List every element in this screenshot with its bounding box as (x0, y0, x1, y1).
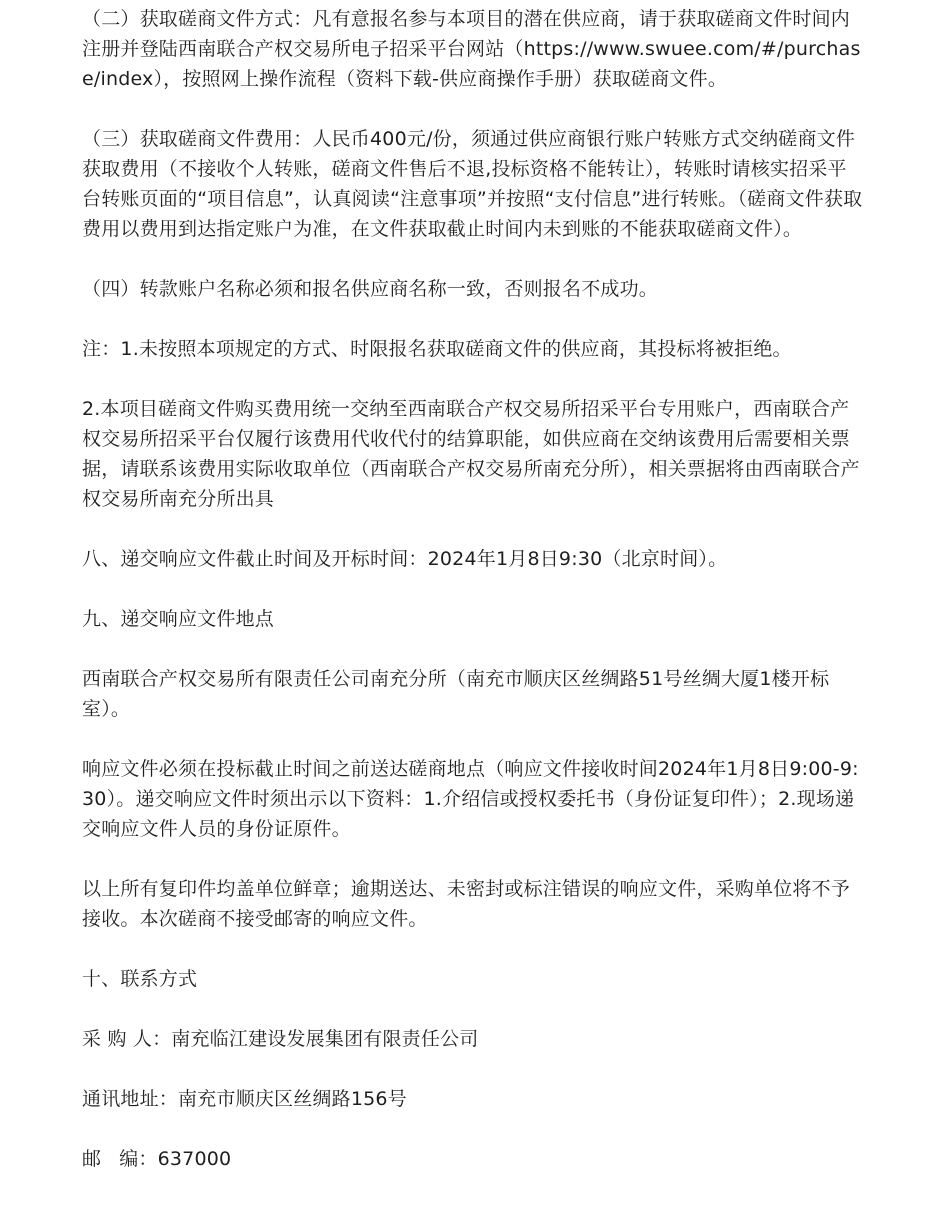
paragraph-account-name: （四）转款账户名称必须和报名供应商名称一致，否则报名不成功。 (82, 278, 659, 300)
contact-postcode-value: 637000 (157, 1148, 232, 1170)
contact-purchaser-label: 采 购 人： (82, 1028, 172, 1050)
contact-postcode (82, 1144, 864, 1174)
document-body (82, 4, 864, 1174)
contact-postcode-label-first: 邮 (82, 1148, 102, 1170)
paragraph-location: 西南联合产权交易所有限责任公司南充分所（南充市顺庆区丝绸路51号丝绸大厦1楼开标室）。 (82, 668, 830, 720)
section-heading-location: 九、递交响应文件地点 (82, 608, 275, 630)
contact-purchaser (82, 1024, 864, 1054)
paragraph-submission-requirements: 响应文件必须在投标截止时间之前送达磋商地点（响应文件接收时间2024年1月8日9:00-9:30）。递交响应文件时须出示以下资料：1.介绍信或授权委托书（身份证复印件）；2.现场递交响应文件人员的身份证原件。 (82, 758, 859, 840)
contact-address-value: 南充市顺庆区丝绸路156号 (178, 1088, 407, 1110)
paragraph-note-2: 2.本项目磋商文件购买费用统一交纳至西南联合产权交易所招采平台专用账户，西南联合产权交易所招采平台仅履行该费用代收代付的结算职能，如供应商在交纳该费用后需要相关票据，请联系该费用实际收取单位（西南联合产权交易所南充分所），相关票据将由西南联合产权交易所南充分所出具 (82, 398, 860, 510)
section-heading-contact: 十、联系方式 (82, 968, 198, 990)
paragraph-obtain-method: （二）获取磋商文件方式：凡有意报名参与本项目的潜在供应商，请于获取磋商文件时间内注册并登陆西南联合产权交易所电子招采平台网站（https://www.swuee.com/#/purchase/index），按照网上操作流程（资料下载-供应商操作手册）获取磋商文件。 (82, 8, 861, 90)
contact-address-label: 通讯地址： (82, 1088, 179, 1110)
contact-postcode-label-second: 编： (119, 1148, 158, 1170)
paragraph-deadline: 八、递交响应文件截止时间及开标时间：2024年1月8日9:30（北京时间）。 (82, 548, 728, 570)
contact-address (82, 1084, 864, 1114)
paragraph-note-1: 注：1.未按照本项规定的方式、时限报名获取磋商文件的供应商，其投标将被拒绝。 (82, 338, 792, 360)
paragraph-obtain-fee: （三）获取磋商文件费用：人民币400元/份，须通过供应商银行账户转账方式交纳磋商文件获取费用（不接收个人转账，磋商文件售后不退,投标资格不能转让），转账时请核实招采平台转账页面的“项目信息”，认真阅读“注意事项”并按照“支付信息”进行转账。（磋商文件获取费用以费用到达指定账户为准，在文件获取截止时间内未到账的不能获取磋商文件）。 (82, 128, 863, 240)
contact-purchaser-value: 南充临江建设发展集团有限责任公司 (171, 1028, 479, 1050)
paragraph-copies-notice: 以上所有复印件均盖单位鲜章；逾期送达、未密封或标注错误的响应文件，采购单位将不予接收。本次磋商不接受邮寄的响应文件。 (82, 878, 851, 930)
